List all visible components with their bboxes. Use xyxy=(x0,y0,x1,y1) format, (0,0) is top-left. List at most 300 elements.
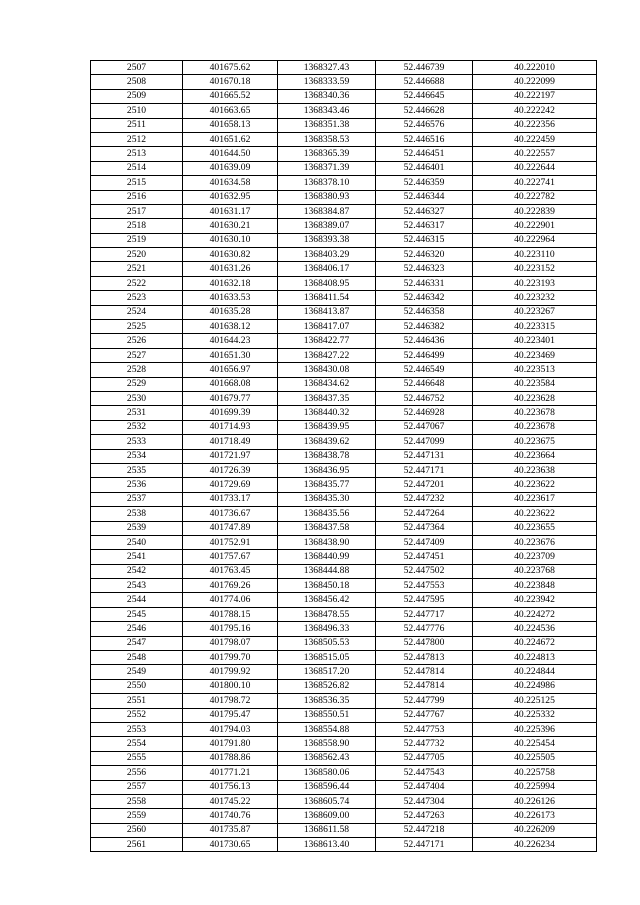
longitude-cell: 52.446752 xyxy=(376,391,473,405)
easting-cell: 401630.82 xyxy=(183,248,278,262)
latitude-cell: 40.223469 xyxy=(473,348,597,362)
point-number-cell: 2540 xyxy=(91,535,183,549)
table-row xyxy=(91,449,597,463)
point-number-cell: 2519 xyxy=(91,233,183,247)
northing-cell: 1368327.43 xyxy=(278,61,376,75)
easting-cell: 401634.58 xyxy=(183,176,278,190)
easting-cell: 401632.95 xyxy=(183,190,278,204)
latitude-cell: 40.226173 xyxy=(473,809,597,823)
easting-cell: 401745.22 xyxy=(183,794,278,808)
northing-cell: 1368517.20 xyxy=(278,665,376,679)
point-number-cell: 2546 xyxy=(91,622,183,636)
table-row xyxy=(91,147,597,161)
longitude-cell: 52.447502 xyxy=(376,564,473,578)
longitude-cell: 52.446382 xyxy=(376,320,473,334)
easting-cell: 401757.67 xyxy=(183,550,278,564)
northing-cell: 1368430.08 xyxy=(278,363,376,377)
latitude-cell: 40.225125 xyxy=(473,694,597,708)
northing-cell: 1368437.58 xyxy=(278,521,376,535)
longitude-cell: 52.446549 xyxy=(376,363,473,377)
point-number-cell: 2536 xyxy=(91,478,183,492)
table-row xyxy=(91,435,597,449)
northing-cell: 1368450.18 xyxy=(278,579,376,593)
northing-cell: 1368456.42 xyxy=(278,593,376,607)
table-row xyxy=(91,305,597,319)
easting-cell: 401798.72 xyxy=(183,694,278,708)
latitude-cell: 40.222242 xyxy=(473,104,597,118)
point-number-cell: 2516 xyxy=(91,190,183,204)
table-row xyxy=(91,161,597,175)
northing-cell: 1368422.77 xyxy=(278,334,376,348)
northing-cell: 1368515.05 xyxy=(278,651,376,665)
table-row xyxy=(91,176,597,190)
latitude-cell: 40.222356 xyxy=(473,118,597,132)
northing-cell: 1368440.99 xyxy=(278,550,376,564)
easting-cell: 401635.28 xyxy=(183,305,278,319)
table-row xyxy=(91,320,597,334)
table-row xyxy=(91,233,597,247)
table-row xyxy=(91,75,597,89)
longitude-cell: 52.446327 xyxy=(376,204,473,218)
northing-cell: 1368333.59 xyxy=(278,75,376,89)
latitude-cell: 40.225332 xyxy=(473,708,597,722)
longitude-cell: 52.446576 xyxy=(376,118,473,132)
northing-cell: 1368435.56 xyxy=(278,507,376,521)
easting-cell: 401651.30 xyxy=(183,348,278,362)
latitude-cell: 40.223232 xyxy=(473,291,597,305)
northing-cell: 1368351.38 xyxy=(278,118,376,132)
point-number-cell: 2551 xyxy=(91,694,183,708)
longitude-cell: 52.446401 xyxy=(376,161,473,175)
northing-cell: 1368496.33 xyxy=(278,622,376,636)
latitude-cell: 40.224672 xyxy=(473,636,597,650)
longitude-cell: 52.446342 xyxy=(376,291,473,305)
northing-cell: 1368554.88 xyxy=(278,722,376,736)
northing-cell: 1368444.88 xyxy=(278,564,376,578)
table-row xyxy=(91,780,597,794)
northing-cell: 1368406.17 xyxy=(278,262,376,276)
longitude-cell: 52.447218 xyxy=(376,823,473,837)
point-number-cell: 2561 xyxy=(91,838,183,852)
longitude-cell: 52.446648 xyxy=(376,377,473,391)
northing-cell: 1368378.10 xyxy=(278,176,376,190)
easting-cell: 401799.92 xyxy=(183,665,278,679)
northing-cell: 1368596.44 xyxy=(278,780,376,794)
longitude-cell: 52.446628 xyxy=(376,104,473,118)
latitude-cell: 40.224272 xyxy=(473,607,597,621)
point-number-cell: 2537 xyxy=(91,492,183,506)
longitude-cell: 52.447767 xyxy=(376,708,473,722)
point-number-cell: 2510 xyxy=(91,104,183,118)
point-number-cell: 2548 xyxy=(91,651,183,665)
easting-cell: 401769.26 xyxy=(183,579,278,593)
point-number-cell: 2554 xyxy=(91,737,183,751)
table-row xyxy=(91,766,597,780)
table-row xyxy=(91,204,597,218)
point-number-cell: 2513 xyxy=(91,147,183,161)
table-row xyxy=(91,535,597,549)
longitude-cell: 52.447800 xyxy=(376,636,473,650)
latitude-cell: 40.223664 xyxy=(473,449,597,463)
table-row xyxy=(91,708,597,722)
point-number-cell: 2531 xyxy=(91,406,183,420)
longitude-cell: 52.446317 xyxy=(376,219,473,233)
point-number-cell: 2560 xyxy=(91,823,183,837)
latitude-cell: 40.222839 xyxy=(473,204,597,218)
table-row xyxy=(91,507,597,521)
easting-cell: 401663.65 xyxy=(183,104,278,118)
point-number-cell: 2555 xyxy=(91,751,183,765)
easting-cell: 401639.09 xyxy=(183,161,278,175)
easting-cell: 401799.70 xyxy=(183,651,278,665)
point-number-cell: 2549 xyxy=(91,665,183,679)
point-number-cell: 2534 xyxy=(91,449,183,463)
latitude-cell: 40.223152 xyxy=(473,262,597,276)
table-row xyxy=(91,794,597,808)
latitude-cell: 40.225396 xyxy=(473,722,597,736)
northing-cell: 1368613.40 xyxy=(278,838,376,852)
table-row xyxy=(91,219,597,233)
easting-cell: 401763.45 xyxy=(183,564,278,578)
table-row xyxy=(91,564,597,578)
coordinate-table-body xyxy=(91,61,597,852)
longitude-cell: 52.447263 xyxy=(376,809,473,823)
table-row xyxy=(91,607,597,621)
longitude-cell: 52.446323 xyxy=(376,262,473,276)
easting-cell: 401788.86 xyxy=(183,751,278,765)
table-row xyxy=(91,334,597,348)
easting-cell: 401794.03 xyxy=(183,722,278,736)
easting-cell: 401735.87 xyxy=(183,823,278,837)
latitude-cell: 40.225505 xyxy=(473,751,597,765)
northing-cell: 1368580.06 xyxy=(278,766,376,780)
easting-cell: 401644.23 xyxy=(183,334,278,348)
point-number-cell: 2522 xyxy=(91,276,183,290)
longitude-cell: 52.447099 xyxy=(376,435,473,449)
latitude-cell: 40.226209 xyxy=(473,823,597,837)
table-row xyxy=(91,823,597,837)
northing-cell: 1368427.22 xyxy=(278,348,376,362)
point-number-cell: 2530 xyxy=(91,391,183,405)
latitude-cell: 40.223678 xyxy=(473,420,597,434)
table-row xyxy=(91,118,597,132)
latitude-cell: 40.223942 xyxy=(473,593,597,607)
northing-cell: 1368558.90 xyxy=(278,737,376,751)
point-number-cell: 2559 xyxy=(91,809,183,823)
point-number-cell: 2558 xyxy=(91,794,183,808)
northing-cell: 1368439.95 xyxy=(278,420,376,434)
northing-cell: 1368435.30 xyxy=(278,492,376,506)
point-number-cell: 2528 xyxy=(91,363,183,377)
longitude-cell: 52.447201 xyxy=(376,478,473,492)
northing-cell: 1368413.87 xyxy=(278,305,376,319)
longitude-cell: 52.447595 xyxy=(376,593,473,607)
longitude-cell: 52.447814 xyxy=(376,665,473,679)
northing-cell: 1368408.95 xyxy=(278,276,376,290)
table-row xyxy=(91,363,597,377)
latitude-cell: 40.223638 xyxy=(473,463,597,477)
easting-cell: 401699.39 xyxy=(183,406,278,420)
northing-cell: 1368434.62 xyxy=(278,377,376,391)
easting-cell: 401774.06 xyxy=(183,593,278,607)
table-row xyxy=(91,751,597,765)
latitude-cell: 40.223678 xyxy=(473,406,597,420)
easting-cell: 401714.93 xyxy=(183,420,278,434)
easting-cell: 401675.62 xyxy=(183,61,278,75)
point-number-cell: 2543 xyxy=(91,579,183,593)
table-row xyxy=(91,694,597,708)
latitude-cell: 40.222644 xyxy=(473,161,597,175)
longitude-cell: 52.446645 xyxy=(376,89,473,103)
point-number-cell: 2520 xyxy=(91,248,183,262)
table-row xyxy=(91,838,597,852)
easting-cell: 401747.89 xyxy=(183,521,278,535)
northing-cell: 1368437.35 xyxy=(278,391,376,405)
table-row xyxy=(91,262,597,276)
latitude-cell: 40.222964 xyxy=(473,233,597,247)
table-row xyxy=(91,593,597,607)
easting-cell: 401798.07 xyxy=(183,636,278,650)
easting-cell: 401718.49 xyxy=(183,435,278,449)
table-row xyxy=(91,248,597,262)
northing-cell: 1368440.32 xyxy=(278,406,376,420)
table-row xyxy=(91,651,597,665)
northing-cell: 1368393.38 xyxy=(278,233,376,247)
point-number-cell: 2515 xyxy=(91,176,183,190)
latitude-cell: 40.223628 xyxy=(473,391,597,405)
northing-cell: 1368536.35 xyxy=(278,694,376,708)
latitude-cell: 40.226234 xyxy=(473,838,597,852)
longitude-cell: 52.446451 xyxy=(376,147,473,161)
point-number-cell: 2553 xyxy=(91,722,183,736)
longitude-cell: 52.447776 xyxy=(376,622,473,636)
latitude-cell: 40.222557 xyxy=(473,147,597,161)
latitude-cell: 40.223110 xyxy=(473,248,597,262)
northing-cell: 1368438.90 xyxy=(278,535,376,549)
table-row xyxy=(91,61,597,75)
point-number-cell: 2544 xyxy=(91,593,183,607)
point-number-cell: 2556 xyxy=(91,766,183,780)
easting-cell: 401788.15 xyxy=(183,607,278,621)
easting-cell: 401631.26 xyxy=(183,262,278,276)
point-number-cell: 2507 xyxy=(91,61,183,75)
easting-cell: 401656.97 xyxy=(183,363,278,377)
latitude-cell: 40.223617 xyxy=(473,492,597,506)
table-row xyxy=(91,622,597,636)
easting-cell: 401756.13 xyxy=(183,780,278,794)
easting-cell: 401730.65 xyxy=(183,838,278,852)
table-row xyxy=(91,406,597,420)
easting-cell: 401795.47 xyxy=(183,708,278,722)
easting-cell: 401631.17 xyxy=(183,204,278,218)
longitude-cell: 52.446315 xyxy=(376,233,473,247)
latitude-cell: 40.223676 xyxy=(473,535,597,549)
latitude-cell: 40.223193 xyxy=(473,276,597,290)
easting-cell: 401736.67 xyxy=(183,507,278,521)
table-row xyxy=(91,809,597,823)
longitude-cell: 52.447814 xyxy=(376,679,473,693)
easting-cell: 401630.10 xyxy=(183,233,278,247)
table-row xyxy=(91,478,597,492)
easting-cell: 401771.21 xyxy=(183,766,278,780)
latitude-cell: 40.223655 xyxy=(473,521,597,535)
longitude-cell: 52.447304 xyxy=(376,794,473,808)
longitude-cell: 52.447753 xyxy=(376,722,473,736)
northing-cell: 1368505.53 xyxy=(278,636,376,650)
longitude-cell: 52.447067 xyxy=(376,420,473,434)
northing-cell: 1368380.93 xyxy=(278,190,376,204)
northing-cell: 1368358.53 xyxy=(278,132,376,146)
latitude-cell: 40.223513 xyxy=(473,363,597,377)
northing-cell: 1368340.36 xyxy=(278,89,376,103)
easting-cell: 401726.39 xyxy=(183,463,278,477)
point-number-cell: 2511 xyxy=(91,118,183,132)
point-number-cell: 2557 xyxy=(91,780,183,794)
point-number-cell: 2539 xyxy=(91,521,183,535)
table-row xyxy=(91,348,597,362)
point-number-cell: 2550 xyxy=(91,679,183,693)
longitude-cell: 52.446499 xyxy=(376,348,473,362)
table-row xyxy=(91,89,597,103)
table-row xyxy=(91,636,597,650)
easting-cell: 401791.80 xyxy=(183,737,278,751)
table-row xyxy=(91,276,597,290)
easting-cell: 401633.53 xyxy=(183,291,278,305)
point-number-cell: 2508 xyxy=(91,75,183,89)
point-number-cell: 2529 xyxy=(91,377,183,391)
easting-cell: 401638.12 xyxy=(183,320,278,334)
longitude-cell: 52.447717 xyxy=(376,607,473,621)
latitude-cell: 40.223768 xyxy=(473,564,597,578)
longitude-cell: 52.447404 xyxy=(376,780,473,794)
latitude-cell: 40.224813 xyxy=(473,651,597,665)
longitude-cell: 52.447543 xyxy=(376,766,473,780)
latitude-cell: 40.222010 xyxy=(473,61,597,75)
point-number-cell: 2542 xyxy=(91,564,183,578)
northing-cell: 1368371.39 xyxy=(278,161,376,175)
point-number-cell: 2545 xyxy=(91,607,183,621)
easting-cell: 401651.62 xyxy=(183,132,278,146)
longitude-cell: 52.447732 xyxy=(376,737,473,751)
latitude-cell: 40.223267 xyxy=(473,305,597,319)
point-number-cell: 2517 xyxy=(91,204,183,218)
easting-cell: 401729.69 xyxy=(183,478,278,492)
longitude-cell: 52.446344 xyxy=(376,190,473,204)
longitude-cell: 52.446928 xyxy=(376,406,473,420)
easting-cell: 401632.18 xyxy=(183,276,278,290)
easting-cell: 401733.17 xyxy=(183,492,278,506)
longitude-cell: 52.446688 xyxy=(376,75,473,89)
table-row xyxy=(91,291,597,305)
coordinate-table xyxy=(90,60,597,852)
latitude-cell: 40.224986 xyxy=(473,679,597,693)
table-row xyxy=(91,132,597,146)
latitude-cell: 40.222901 xyxy=(473,219,597,233)
easting-cell: 401670.18 xyxy=(183,75,278,89)
northing-cell: 1368384.87 xyxy=(278,204,376,218)
table-row xyxy=(91,679,597,693)
northing-cell: 1368478.55 xyxy=(278,607,376,621)
northing-cell: 1368389.07 xyxy=(278,219,376,233)
longitude-cell: 52.447409 xyxy=(376,535,473,549)
latitude-cell: 40.222099 xyxy=(473,75,597,89)
point-number-cell: 2518 xyxy=(91,219,183,233)
longitude-cell: 52.447264 xyxy=(376,507,473,521)
longitude-cell: 52.447705 xyxy=(376,751,473,765)
northing-cell: 1368343.46 xyxy=(278,104,376,118)
latitude-cell: 40.223622 xyxy=(473,507,597,521)
point-number-cell: 2533 xyxy=(91,435,183,449)
easting-cell: 401721.97 xyxy=(183,449,278,463)
longitude-cell: 52.446516 xyxy=(376,132,473,146)
table-row xyxy=(91,391,597,405)
table-row xyxy=(91,550,597,564)
latitude-cell: 40.225454 xyxy=(473,737,597,751)
latitude-cell: 40.222741 xyxy=(473,176,597,190)
easting-cell: 401668.08 xyxy=(183,377,278,391)
northing-cell: 1368609.00 xyxy=(278,809,376,823)
latitude-cell: 40.224844 xyxy=(473,665,597,679)
point-number-cell: 2524 xyxy=(91,305,183,319)
point-number-cell: 2525 xyxy=(91,320,183,334)
northing-cell: 1368562.43 xyxy=(278,751,376,765)
latitude-cell: 40.222197 xyxy=(473,89,597,103)
longitude-cell: 52.446436 xyxy=(376,334,473,348)
point-number-cell: 2523 xyxy=(91,291,183,305)
easting-cell: 401644.50 xyxy=(183,147,278,161)
longitude-cell: 52.447799 xyxy=(376,694,473,708)
latitude-cell: 40.223401 xyxy=(473,334,597,348)
latitude-cell: 40.223675 xyxy=(473,435,597,449)
northing-cell: 1368365.39 xyxy=(278,147,376,161)
table-row xyxy=(91,463,597,477)
table-row xyxy=(91,190,597,204)
longitude-cell: 52.446358 xyxy=(376,305,473,319)
table-row xyxy=(91,722,597,736)
longitude-cell: 52.447813 xyxy=(376,651,473,665)
longitude-cell: 52.447131 xyxy=(376,449,473,463)
point-number-cell: 2509 xyxy=(91,89,183,103)
longitude-cell: 52.446359 xyxy=(376,176,473,190)
longitude-cell: 52.447364 xyxy=(376,521,473,535)
easting-cell: 401752.91 xyxy=(183,535,278,549)
longitude-cell: 52.447451 xyxy=(376,550,473,564)
easting-cell: 401800.10 xyxy=(183,679,278,693)
northing-cell: 1368403.29 xyxy=(278,248,376,262)
northing-cell: 1368436.95 xyxy=(278,463,376,477)
easting-cell: 401795.16 xyxy=(183,622,278,636)
latitude-cell: 40.225758 xyxy=(473,766,597,780)
latitude-cell: 40.223709 xyxy=(473,550,597,564)
northing-cell: 1368550.51 xyxy=(278,708,376,722)
point-number-cell: 2521 xyxy=(91,262,183,276)
longitude-cell: 52.447171 xyxy=(376,463,473,477)
table-row xyxy=(91,377,597,391)
northing-cell: 1368605.74 xyxy=(278,794,376,808)
longitude-cell: 52.446739 xyxy=(376,61,473,75)
northing-cell: 1368435.77 xyxy=(278,478,376,492)
point-number-cell: 2538 xyxy=(91,507,183,521)
latitude-cell: 40.222459 xyxy=(473,132,597,146)
easting-cell: 401665.52 xyxy=(183,89,278,103)
table-row xyxy=(91,104,597,118)
longitude-cell: 52.447232 xyxy=(376,492,473,506)
table-row xyxy=(91,579,597,593)
latitude-cell: 40.223622 xyxy=(473,478,597,492)
latitude-cell: 40.223584 xyxy=(473,377,597,391)
point-number-cell: 2552 xyxy=(91,708,183,722)
point-number-cell: 2526 xyxy=(91,334,183,348)
